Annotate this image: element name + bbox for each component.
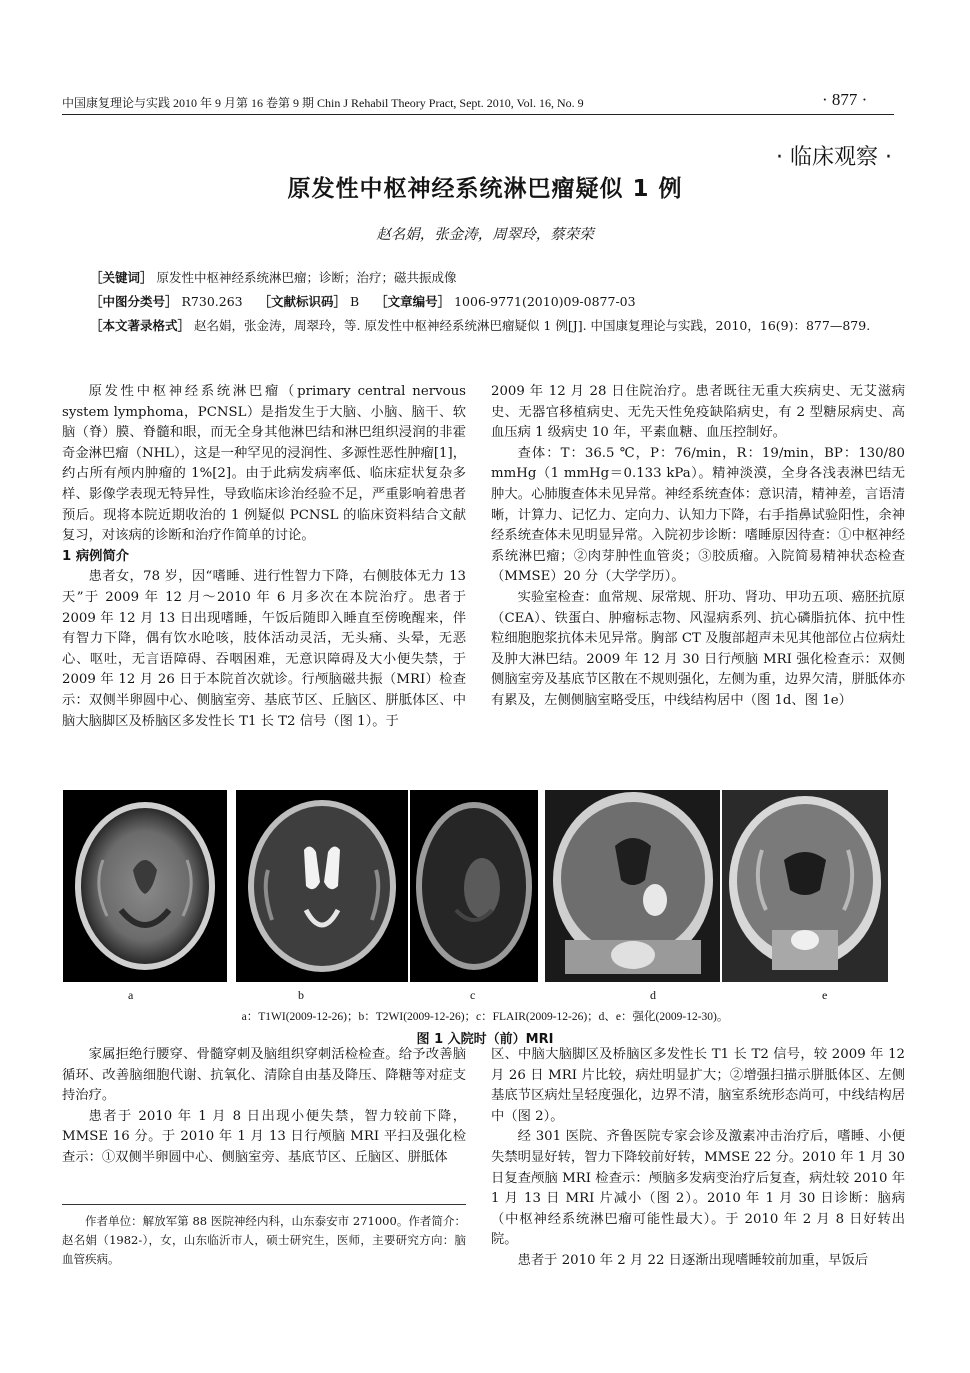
lab-paragraph: 实验室检查：血常规、尿常规、肝功、肾功、甲功五项、癌胚抗原（CEA）、铁蛋白、肿瘤标志物、风湿病系列、抗心磷脂抗体、抗中性粒细胞胞浆抗体未见异常。胸部 CT 及腹部超声未见其他部位占位病灶及肿大淋巴结。2009 年 12 月 30 日行颅脑 MRI 强化检查示：双侧侧脑室旁及基底节区散在不规则强化，左侧为重，边界欠清，胼胝体亦有累及，左侧侧脑室略受压，中线结构居中（图 1d、图 1e） [491,589,905,708]
panel-label-a: a [128,988,134,1002]
exam-paragraph: 查体：T：36.5 ℃，P：76/min，R：19/min，BP：130/80 mmHg（1 mmHg＝0.133 kPa）。精神淡漠，全身各浅表淋巴结无肿大。心肺腹查体未见异常。神经系统查体：意识清，精神差，言语清晰，计算力、记忆力、定向力、认知力下降，右手指鼻试验阳性，余神经系统查体未见明显异常。入院初步诊断：嗜睡原因待查：①中枢神经系统淋巴瘤；②肉芽肿性血管炎；③胶质瘤。入院简易精神状态检查（MMSE）20 分（大学学历）。 [491,445,905,585]
doc-code-value: B [350,294,360,309]
history-paragraph: 2009 年 12 月 28 日住院治疗。患者既往无重大疾病史、无艾滋病史、无器官移植病史、无先天性免疫缺陷病史，有 2 型糖尿病史、高血压病 1 级病史 10 年，平素血糖、血压控制好。 [491,384,905,441]
panel-label-d: d [650,988,656,1002]
figure-caption: a：T1WI(2009-12-26)；b：T2WI(2009-12-26)；c：FLAIR(2009-12-26)；d、e：强化(2009-12-30)。 [241,1011,729,1023]
figure-title: 图 1 入院时（前）MRI [416,1032,554,1047]
right-column-upper [491,382,905,712]
mri-image-t2wi [236,790,408,982]
mri-panel-c [410,790,538,982]
mri-panel-e [722,790,888,982]
panel-label-c: c [470,988,476,1002]
keywords-line [90,268,910,288]
running-head: 中国康复理论与实践 2010 年 9 月第 16 卷第 9 期 Chin J Rehabil Theory Pract, Sept. 2010, Vol. 16, No. 9 [62,96,584,110]
doc-code-label: ［文献标识码］ [258,294,347,309]
followup-paragraph: 患者于 2010 年 1 月 8 日出现小便失禁，智力较前下降，MMSE 16 分。于 2010 年 1 月 13 日行颅脑 MRI 平扫及强化检查示：①双侧半卵圆中心、侧脑室旁、基底节区、丘脑区、胼胝体 [62,1108,466,1165]
keywords: 原发性中枢神经系统淋巴瘤；诊断；治疗；磁共振成像 [156,270,457,285]
mri-image-t1wi [63,790,227,982]
mri-image-enhanced-axial [545,790,720,982]
clc-value: R730.263 [181,294,243,309]
article-title: 原发性中枢神经系统淋巴瘤疑似 1 例 [287,176,683,202]
section-heading-case: 1 病例简介 [62,548,130,564]
author-footnote [62,1212,466,1269]
panel-label-b: b [298,988,304,1002]
keywords-label: ［关键词］ [90,270,153,285]
classification-line [90,292,910,312]
mri-panel-b [236,790,408,982]
article-authors: 赵名娟，张金涛，周翠玲，蔡荣荣 [376,227,594,243]
mri-panel-a [63,790,227,982]
mri-image-enhanced-coronal [722,790,888,982]
article-no-label: ［文章编号］ [375,294,451,309]
citation-line [62,316,908,336]
case-paragraph-1: 患者女，78 岁，因“嗜睡、进行性智力下降，右侧肢体无力 13 天”于 2009 年 12 月～2010 年 6 月多次在本院治疗。患者于 2009 年 12 月 13 日出现嗜睡，午饭后随即入睡直至傍晚醒来，伴有智力下降，偶有饮水呛咳，肢体活动灵活，无头痛、头晕，无恶心、呕吐，无言语障碍、吞咽困难，无意识障碍及大小便失禁，于 2009 年 12 月 26 日于本院首次就诊。行颅脑磁共振（MRI）检查示：双侧半卵圆中心、侧脑室旁、基底节区、丘脑区、胼胝体区、中脑大脑脚区及桥脑区多发性长 T1 长 T2 信号（图 1）。于 [62,569,466,729]
article-no-value: 1006-9771(2010)09-0877-03 [454,294,636,309]
citation: 赵名娟，张金涛，周翠玲，等. 原发性中枢神经系统淋巴瘤疑似 1 例[J]. 中国康复理论与实践，2010，16(9)：877—879. [194,318,871,333]
left-column-upper [62,382,466,732]
right-column-lower [491,1045,905,1272]
treatment-paragraph: 家属拒绝行腰穿、骨髓穿刺及脑组织穿刺活检检查。给予改善脑循环、改善脑细胞代谢、抗氧化、清除自由基及降压、降糖等对症支持治疗。 [62,1047,466,1104]
author-affiliation: 作者单位：解放军第 88 医院神经内科，山东泰安市 271000。作者简介：赵名娟（1982-），女，山东临沂市人，硕士研究生，医师，主要研究方向：脑血管疾病。 [62,1214,466,1266]
panel-label-e: e [822,988,828,1002]
intro-paragraph: 原发性中枢神经系统淋巴瘤（primary central nervous system lymphoma，PCNSL）是指发生于大脑、小脑、脑干、软脑（脊）膜、脊髓和眼，而无全身其他淋巴结和淋巴组织浸润的非霍奇金淋巴瘤（NHL），这是一种罕见的浸润性、多源性恶性肿瘤[1]，约占所有颅内肿瘤的 1%[2]。由于此病发病率低、临床症状复杂多样、影像学表现无特异性，导致临床诊治经验不足，严重影响着患者预后。现将本院近期收治的 1 例疑似 PCNSL 的临床资料结合文献复习，对该病的诊断和治疗作简单的讨论。 [62,384,466,544]
section-label: · 临床观察 · [776,145,892,170]
mri-image-flair [410,790,538,982]
citation-label: ［本文著录格式］ [90,318,191,333]
relapse-paragraph: 患者于 2010 年 2 月 22 日逐渐出现嗜睡较前加重，早饭后 [517,1252,869,1268]
page-number: · 877 · [822,90,868,109]
left-column-lower [62,1045,466,1169]
consultation-paragraph: 经 301 医院、齐鲁医院专家会诊及激素冲击治疗后，嗜睡、小便失禁明显好转，智力下降较前好转，MMSE 22 分。2010 年 1 月 30 日复查颅脑 MRI 检查示：颅脑多发病变治疗后复查，病灶较 2010 年 1 月 13 日 MRI 片减小（图 2）。2010 年 1 月 30 日诊断：脑病（中枢神经系统淋巴瘤可能性最大）。于 2010 年 2 月 8 日好转出院。 [491,1129,905,1248]
followup-continued-paragraph: 区、中脑大脑脚区及桥脑区多发性长 T1 长 T2 信号，较 2009 年 12 月 26 日 MRI 片比较，病灶明显扩大；②增强扫描示胼胝体区、左侧基底节区病灶呈轻度强化，边界不清，脑室系统形态尚可，中线结构居中（图 2）。 [491,1047,905,1124]
mri-panel-d [545,790,720,982]
footnote-rule [62,1204,466,1205]
header-rule [62,114,894,115]
clc-label: ［中图分类号］ [90,294,178,309]
